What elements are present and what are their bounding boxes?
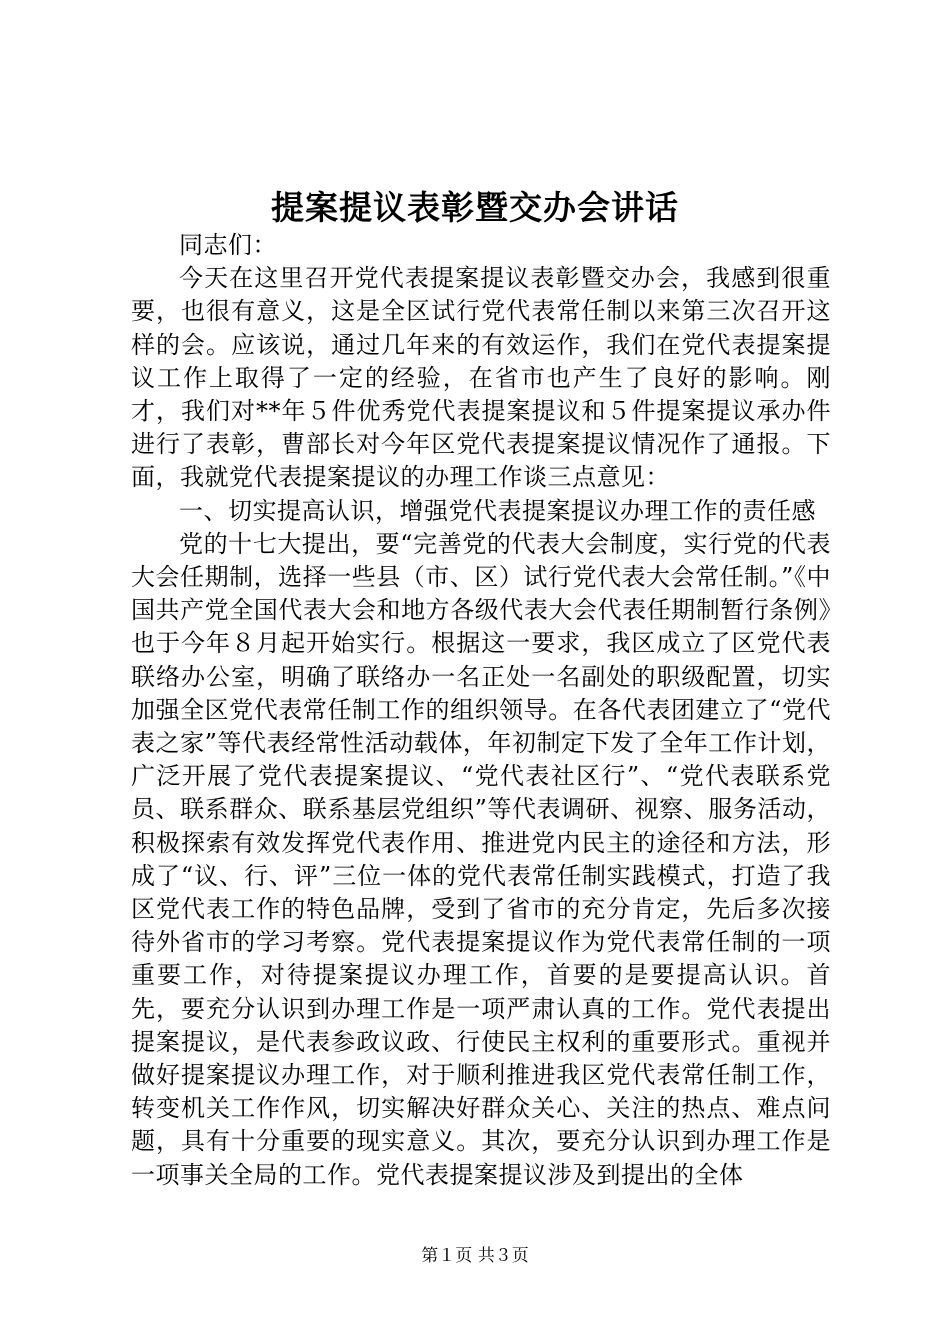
section-1-paragraph: 党的十七大提出，要“完善党的代表大会制度，实行党的代表大会任期制，选择一些县（市、区）试行党代表大会常任制。”《中国共产党全国代表大会和地方各级代表大会代表任期制暂行条例》也于今年８月起开始实行。根据这一要求，我区成立了区党代表联络办公室，明确了联络办一名正处一名副处的职级配置，切实加强全区党代表常任制工作的组织领导。在各代表团建立了“党代表之家”等代表经常性活动载体，年初制定下发了全年工作计划，广泛开展了党代表提案提议、“党代表社区行”、“党代表联系党员、联系群众、联系基层党组织”等代表调研、视察、服务活动，积极探索有效发挥党代表作用、推进党内民主的途径和方法，形成了“议、行、评”三位一体的党代表常任制实践模式，打造了我区党代表工作的特色品牌，受到了省市的充分肯定，先后多次接待外省市的学习考察。党代表提案提议作为党代表常任制的一项重要工作，对待提案提议办理工作，首要的是要提高认识。首先，要充分认识到办理工作是一项严肃认真的工作。党代表提出提案提议，是代表参政议政、行使民主权利的重要形式。重视并做好提案提议办理工作，对于顺利推进我区党代表常任制工作，转变机关工作作风，切实解决好群众关心、关注的热点、难点问题，具有十分重要的现实意义。其次，要充分认识到办理工作是一项事关全局的工作。党代表提案提议涉及到提出的全体 bbox=[131, 529, 831, 1189]
intro-paragraph: 今天在这里召开党代表提案提议表彰暨交办会，我感到很重要，也很有意义，这是全区试行党代表常任制以来第三次召开这样的会。应该说，通过几年来的有效运作，我们在党代表提案提议工作上取得了一定的经验，在省市也产生了良好的影响。刚才，我们对**年５件优秀党代表提案提议和５件提案提议承办件进行了表彰，曹部长对今年区党代表提案提议情况作了通报。下面，我就党代表提案提议的办理工作谈三点意见： bbox=[131, 264, 831, 492]
page-footer: 第１页 共３页 bbox=[421, 1246, 529, 1266]
document-title: 提案提议表彰暨交办会讲话 bbox=[271, 188, 679, 227]
document-body bbox=[131, 229, 831, 1192]
section-heading-1: 一、切实提高认识，增强党代表提案提议办理工作的责任感 bbox=[179, 496, 816, 525]
salutation-paragraph: 同志们： bbox=[179, 231, 277, 259]
